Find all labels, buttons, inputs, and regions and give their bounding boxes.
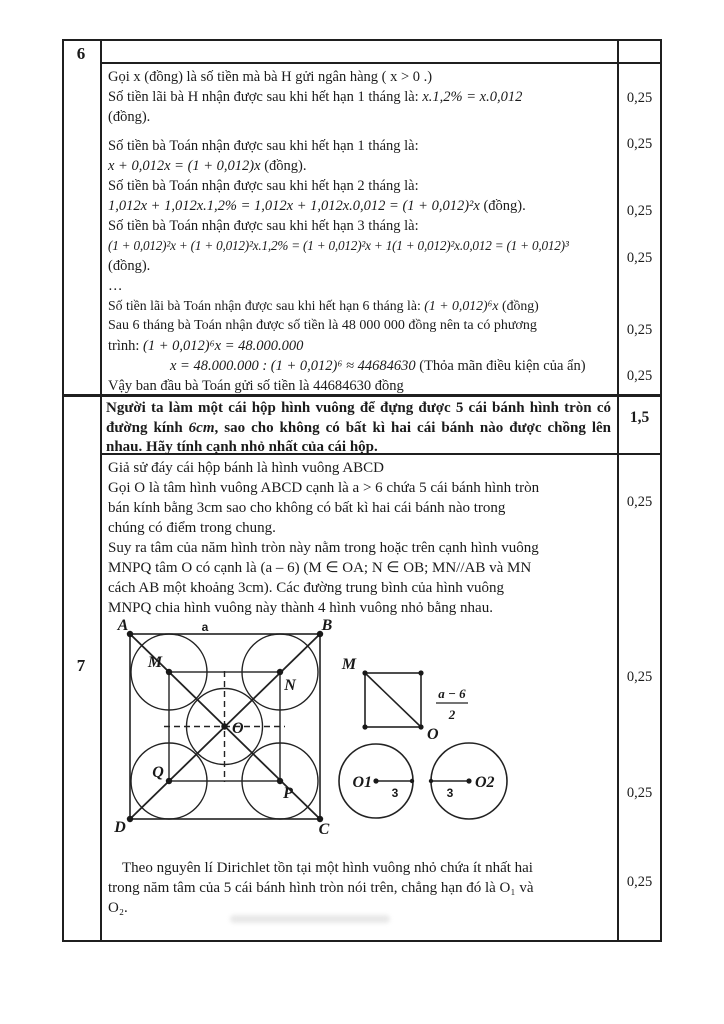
q6-line: (đồng). [108, 109, 151, 125]
q6-line: Số tiền lãi bà Toán nhận được sau khi hết hạn 6 tháng là: (1 + 0,012)⁶x (đồng) [108, 298, 539, 313]
q6-line: x + 0,012x = (1 + 0,012)x (đồng). [108, 158, 307, 174]
label-O: O [232, 720, 244, 737]
q7-closing-line: trong năm tâm của 5 cái bánh hình tròn nói trên, chẳng hạn đó là O₁ và [108, 880, 534, 896]
score-cell: 0,25 [626, 322, 653, 338]
score-cell: 0,25 [626, 669, 653, 685]
q6-line: Sau 6 tháng bà Toán nhận được số tiền là 48 000 000 đồng nên ta có phương [108, 318, 537, 333]
label-Q: Q [152, 764, 164, 781]
q7-line: chúng có điểm trong chung. [108, 520, 276, 536]
score-cell: 0,25 [626, 785, 653, 801]
q6-line: Số tiền bà Toán nhận được sau khi hết hạn 1 tháng là: [108, 138, 419, 154]
label-P: P [283, 785, 293, 802]
score-cell: 0,25 [626, 203, 653, 219]
label-M: M [147, 654, 163, 671]
q6-line: Gọi x (đồng) là số tiền mà bà H gửi ngân hàng ( x > 0 .) [108, 69, 433, 85]
q6-line: x = 48.000.000 : (1 + 0,012)⁶ ≈ 44684630 (Thỏa mãn điều kiện của ẩn) [170, 358, 586, 374]
label-N: N [284, 677, 296, 694]
q7-line: Giả sử đáy cái hộp bánh là hình vuông ABCD [108, 460, 385, 476]
q6-line: … [108, 278, 123, 294]
label-O1: O1 [352, 774, 372, 791]
q6-line: (1 + 0,012)²x + (1 + 0,012)²x.1,2% = (1 + 0,012)²x + 1(1 + 0,012)²x.0,012 = (1 + 0,012)³ [108, 238, 569, 253]
q6-line: Số tiền bà Toán nhận được sau khi hết hạn 3 tháng là: [108, 218, 419, 234]
scan-smudge [230, 915, 390, 923]
small-square-diagram [365, 673, 421, 727]
score-cell: 0,25 [626, 368, 653, 384]
q6-line: Số tiền bà Toán nhận được sau khi hết hạn 2 tháng là: [108, 178, 419, 194]
geometry-figure [100, 616, 520, 858]
q7-solution-text [108, 458, 611, 618]
score-cell: 0,25 [626, 494, 653, 510]
q6-line: Số tiền lãi bà H nhận được sau khi hết hạn 1 tháng là: x.1,2% = x.0,012 [108, 89, 523, 105]
question-number-7: 7 [76, 656, 86, 675]
q7-problem-statement: Người ta làm một cái hộp hình vuông để đựng được 5 cái bánh hình tròn có đường kính 6cm, sao cho không có bất kì hai cái bánh nào được chồng lên nhau. Hãy tính cạnh nhỏ nhất của cái hộp. [106, 400, 612, 455]
column-divider-score [617, 39, 619, 942]
question-number-6: 6 [76, 44, 86, 63]
q6-line: 1,012x + 1,012x.1,2% = 1,012x + 1,012x.0,012 = (1 + 0,012)²x (đồng). [108, 198, 526, 214]
label-C: C [318, 821, 330, 838]
label-radius-3-left: 3 [391, 786, 399, 800]
label-A: A [117, 617, 129, 634]
label-O2: O2 [475, 774, 495, 791]
q7-line: MNPQ chia hình vuông này thành 4 hình vuông nhỏ bằng nhau. [108, 600, 493, 616]
score-cell: 0,25 [626, 90, 653, 106]
q6-line: (đồng). [108, 258, 151, 274]
q7-line: Suy ra tâm của năm hình tròn này nằm trong hoặc trên cạnh hình vuông [108, 540, 539, 556]
q7-line: MNPQ tâm O có cạnh là (a – 6) (M ∈ OA; N ∈ OB; MN//AB và MN [108, 560, 532, 576]
score-cell: 0,25 [626, 250, 653, 266]
q6-solution-text [108, 64, 611, 396]
small-square-diagonal-MO [365, 673, 421, 727]
label-radius-3-right: 3 [446, 786, 454, 800]
label-small-O: O [427, 726, 439, 743]
score-cell: 0,25 [626, 874, 653, 890]
q6-line: Vậy ban đầu bà Toán gửi số tiền là 44684630 đồng [108, 378, 404, 394]
label-small-M: M [341, 656, 357, 673]
q7-line: Gọi O là tâm hình vuông ABCD cạnh là a > 6 chứa 5 cái bánh hình tròn [108, 480, 540, 496]
label-B: B [321, 617, 333, 634]
q7-line: cách AB một khoảng 3cm). Các đường trung bình của hình vuông [108, 580, 504, 596]
label-side-a: a [201, 620, 209, 634]
q7-dirichlet-conclusion [108, 858, 611, 918]
score-cell-statement: 1,5 [629, 409, 650, 426]
q7-line: bán kính bằng 3cm sao cho không có bất kì hai cái bánh nào trong [108, 500, 506, 516]
label-D: D [114, 819, 126, 836]
q6-line: trình: (1 + 0,012)⁶x = 48.000.000 [108, 338, 304, 354]
q7-closing-line: O₂. [108, 900, 128, 916]
fraction-numerator: a − 6 [438, 686, 466, 701]
score-cell: 0,25 [626, 136, 653, 152]
q7-closing-line: Theo nguyên lí Dirichlet tồn tại một hình vuông nhỏ chứa ít nhất hai [122, 860, 533, 876]
fraction-denominator: 2 [448, 707, 456, 722]
